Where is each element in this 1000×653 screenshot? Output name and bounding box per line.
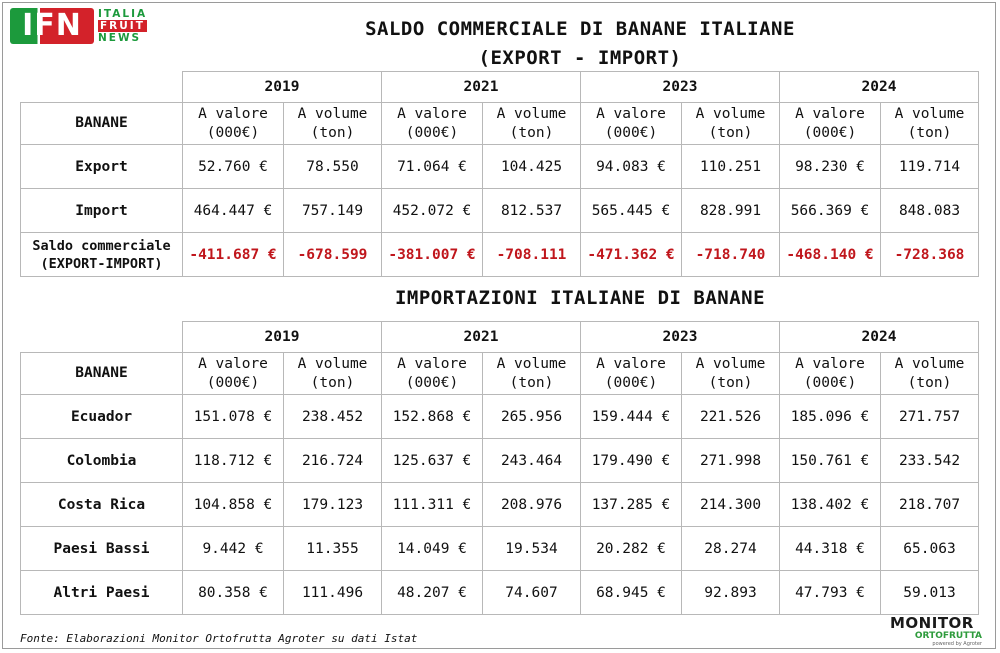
year-header: 2024 [780,322,979,353]
table-row [21,571,979,615]
row-label: Costa Rica [21,483,183,527]
row-label: Export [21,145,183,189]
ifn-logo-word-2: FRUIT [100,20,145,32]
data-cell: 208.976 [483,483,581,527]
saldo-year-row [21,72,979,103]
data-cell: 80.358 € [183,571,284,615]
col-header-valore: A valore (000€) [382,103,483,145]
table-row [21,189,979,233]
data-cell: 125.637 € [382,439,483,483]
balance-cell: -728.368 [881,233,979,277]
table-row [21,527,979,571]
data-cell: 110.251 [682,145,780,189]
row-header-label: BANANE [21,103,183,145]
data-cell: 52.760 € [183,145,284,189]
title-importazioni: IMPORTAZIONI ITALIANE DI BANANE [394,287,766,309]
year-header: 2024 [780,72,979,103]
col-header-volume: A volume (ton) [284,353,382,395]
data-cell: 28.274 [682,527,780,571]
table-row [21,395,979,439]
data-cell: 265.956 [483,395,581,439]
data-cell: 452.072 € [382,189,483,233]
data-cell: 138.402 € [780,483,881,527]
ifn-logo-word-3: NEWS [98,32,142,44]
corner-cell [21,72,183,103]
data-cell: 151.078 € [183,395,284,439]
year-header: 2023 [581,72,780,103]
imports-table [20,321,979,615]
data-cell: 185.096 € [780,395,881,439]
data-cell: 566.369 € [780,189,881,233]
balance-cell: -471.362 € [581,233,682,277]
data-cell: 19.534 [483,527,581,571]
agroter-credit: powered by Agroter [932,641,982,647]
data-cell: 214.300 [682,483,780,527]
data-cell: 848.083 [881,189,979,233]
balance-row [21,233,979,277]
year-header: 2023 [581,322,780,353]
data-cell: 150.761 € [780,439,881,483]
data-cell: 243.464 [483,439,581,483]
col-header-valore: A valore (000€) [780,103,881,145]
data-cell: 565.445 € [581,189,682,233]
row-label: Altri Paesi [21,571,183,615]
col-header-volume: A volume (ton) [682,103,780,145]
data-cell: 104.858 € [183,483,284,527]
ortofrutta-logo-word: ORTOFRUTTA [914,631,982,641]
data-cell: 218.707 [881,483,979,527]
data-cell: 233.542 [881,439,979,483]
col-header-volume: A volume (ton) [483,353,581,395]
data-cell: 221.526 [682,395,780,439]
imports-year-row [21,322,979,353]
data-cell: 9.442 € [183,527,284,571]
saldo-column-header-row [21,103,979,145]
row-header-label: BANANE [21,353,183,395]
data-cell: 78.550 [284,145,382,189]
year-header: 2019 [183,72,382,103]
col-header-volume: A volume (ton) [483,103,581,145]
col-header-valore: A valore (000€) [581,353,682,395]
data-cell: 98.230 € [780,145,881,189]
data-cell: 828.991 [682,189,780,233]
balance-cell: -708.111 [483,233,581,277]
data-cell: 159.444 € [581,395,682,439]
balance-cell: -381.007 € [382,233,483,277]
year-header: 2019 [183,322,382,353]
col-header-valore: A valore (000€) [780,353,881,395]
data-cell: 179.123 [284,483,382,527]
col-header-volume: A volume (ton) [284,103,382,145]
data-cell: 216.724 [284,439,382,483]
data-cell: 44.318 € [780,527,881,571]
data-cell: 94.083 € [581,145,682,189]
col-header-volume: A volume (ton) [881,353,979,395]
imports-column-header-row [21,353,979,395]
balance-cell: -678.599 [284,233,382,277]
year-header: 2021 [382,72,581,103]
col-header-valore: A valore (000€) [183,103,284,145]
data-cell: 271.998 [682,439,780,483]
data-cell: 179.490 € [581,439,682,483]
monitor-ortofrutta-logo [890,616,990,650]
data-cell: 118.712 € [183,439,284,483]
ifn-logo-word-1: ITALIA [98,8,148,20]
table-row [21,439,979,483]
saldo-table [20,71,979,277]
data-cell: 47.793 € [780,571,881,615]
ifn-logo [10,8,160,48]
corner-cell [21,322,183,353]
col-header-valore: A valore (000€) [581,103,682,145]
data-cell: 111.496 [284,571,382,615]
data-cell: 65.063 [881,527,979,571]
row-label: Paesi Bassi [21,527,183,571]
data-cell: 119.714 [881,145,979,189]
data-cell: 74.607 [483,571,581,615]
monitor-logo-word: MONITOR [890,614,974,632]
data-cell: 757.149 [284,189,382,233]
data-cell: 111.311 € [382,483,483,527]
row-label: Import [21,189,183,233]
title-saldo-subtitle: (EXPORT - IMPORT) [478,47,682,69]
data-cell: 14.049 € [382,527,483,571]
col-header-volume: A volume (ton) [881,103,979,145]
balance-cell: -468.140 € [780,233,881,277]
data-cell: 11.355 [284,527,382,571]
data-cell: 48.207 € [382,571,483,615]
data-cell: 137.285 € [581,483,682,527]
title-saldo: SALDO COMMERCIALE DI BANANE ITALIANE [365,18,795,40]
source-note: Fonte: Elaborazioni Monitor Ortofrutta Agroter su dati Istat [20,632,418,645]
data-cell: 68.945 € [581,571,682,615]
table-row [21,483,979,527]
data-cell: 464.447 € [183,189,284,233]
data-cell: 238.452 [284,395,382,439]
data-cell: 92.893 [682,571,780,615]
col-header-volume: A volume (ton) [682,353,780,395]
col-header-valore: A valore (000€) [382,353,483,395]
table-row [21,145,979,189]
balance-cell: -411.687 € [183,233,284,277]
data-cell: 812.537 [483,189,581,233]
ifn-logo-words [98,8,147,44]
year-header: 2021 [382,322,581,353]
ifn-logo-letters: IFN [22,8,82,43]
data-cell: 271.757 [881,395,979,439]
data-cell: 59.013 [881,571,979,615]
data-cell: 20.282 € [581,527,682,571]
row-label: Ecuador [21,395,183,439]
data-cell: 104.425 [483,145,581,189]
balance-cell: -718.740 [682,233,780,277]
data-cell: 152.868 € [382,395,483,439]
col-header-valore: A valore (000€) [183,353,284,395]
data-cell: 71.064 € [382,145,483,189]
row-label: Colombia [21,439,183,483]
balance-label: Saldo commerciale (EXPORT-IMPORT) [21,233,183,277]
